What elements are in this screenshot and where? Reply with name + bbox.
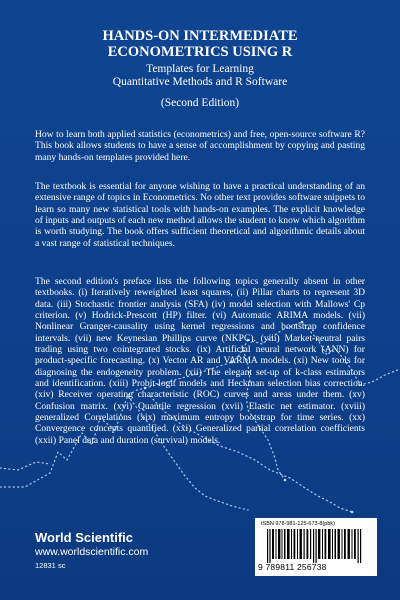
barcode-icon	[267, 529, 367, 563]
edition-label: (Second Edition)	[160, 97, 240, 109]
blurb-paragraph-3: The second edition's preface lists the following topics generally absent in other textbooks. (i) Iteratively reweighted least squares, (ii) Pillar charts to represent 3D data. (iii) Stochastic frontier analysis (SFA) (iv) model selection with Mallows' Cp criterion. (v) Hodrick-Prescott (HP) filter. (vi) Automatic ARIMA models. (vii) Nonlinear Granger-causality using kernel regressions and bootstrap confidence intervals. (vii) new Keynesian Phillips curve (NKPC). (viii) Market-neutral pairs trading using two cointegrated stocks. (ix) Artificial neural network (ANN) for product-specific forecasting. (x) Vector AR and VARMA models. (xi) New tools for diagnosing the endogeneity problem. (xii) The elegant set-up of k-class estimators and identification. (xiii) Probit-logit models and Heckman selection bias correction. (xiv) Receiver operating characteristic (ROC) curves and areas under them. (xv) Confusion matrix. (xvi) Quantile regression (xvii) Elastic net estimator. (xviii) generalized Correlations (xix) maximum entropy bootstrap for time series. (xx) Convergence concepts quantified. (xxi) Generalized partial correlation coefficients (xxii) Panel data and duration (survival) models.	[35, 276, 365, 446]
book-title	[0, 28, 400, 60]
title-line-2: ECONOMETRICS USING R	[107, 44, 293, 60]
blurb-paragraph-1: How to learn both applied statistics (econometrics) and free, open-source software R? This book allows students to have a sense of accomplishment by copying and pasting many hands-on templates provided here.	[35, 129, 365, 163]
catalog-code: 12831 sc	[35, 561, 66, 570]
title-line-1: HANDS-ON INTERMEDIATE	[102, 28, 298, 44]
subtitle-line-2: Quantitative Methods and R Software	[112, 76, 288, 88]
publisher-name: World Scientific	[35, 530, 133, 545]
blurb-paragraph-2: The textbook is essential for anyone wishing to have a practical understanding of an extensive range of topics in Econometrics. No other text provides software snippets to learn so many new statistical tools with hands-on examples. The explicit knowledge of inputs and outputs of each new method allows the student to know which algorithm is worth studying. The book offers sufficient theoretical and algorithmic details about a vast range of statistical techniques.	[35, 181, 365, 249]
subtitle-line-1: Templates for Learning	[146, 63, 254, 75]
barcode-number: 9 789811 256738	[258, 562, 327, 572]
book-subtitle	[0, 63, 400, 89]
barcode-label	[255, 518, 377, 576]
isbn-text: ISBN 978-981-125-673-8(pbk)	[261, 521, 335, 527]
publisher-website: www.worldscientific.com	[35, 546, 149, 558]
